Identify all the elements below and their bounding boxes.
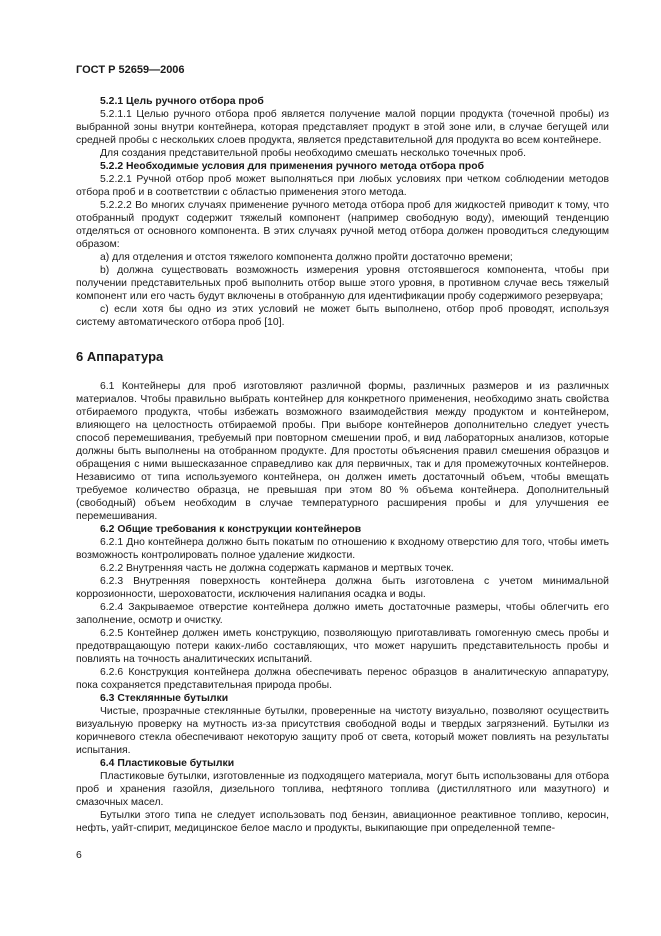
paragraph-5-2-2-2: 5.2.2.2 Во многих случаях применение ручного метода отбора проб для жидкостей приводит к тому, что отобранный продукт содержит тяжелый компонент (например свободную воду), имеющий тенденцию отделяться от основного компонента. В этих случаях ручной метод отбора должен проводиться следующим образом: xyxy=(76,200,609,250)
standard-header: ГОСТ Р 52659—2006 xyxy=(76,64,185,76)
paragraph-6-2-3: 6.2.3 Внутренняя поверхность контейнера должна быть изготовлена с учетом минимальной коррозионности, шероховатости, исключения налипания осадка и воды. xyxy=(76,576,609,600)
list-item-a: а) для отделения и отстоя тяжелого компонента должно пройти достаточно времени; xyxy=(100,252,513,263)
paragraph-6-2-6: 6.2.6 Конструкция контейнера должна обеспечивать перенос образцов в аналитическую аппаратуру, пока сохраняется представительная природа пробы. xyxy=(76,667,609,691)
paragraph-6-2-5: 6.2.5 Контейнер должен иметь конструкцию, позволяющую приготавливать гомогенную смесь пробы и предотвращающую потери каких-либо составляющих, что может нарушить представительность пробы и повлиять на точность аналитических испытаний. xyxy=(76,628,609,665)
paragraph-6-4-1: Пластиковые бутылки, изготовленные из подходящего материала, могут быть использованы для отбора проб и хранения газойля, дизельного топлива, нефтяного топлива (дистиллятного или мазутного) и смазочных масел. xyxy=(76,771,609,808)
page-number: 6 xyxy=(76,850,82,861)
paragraph-6-4-2: Бутылки этого типа не следует использовать под бензин, авиационное реактивное топливо, керосин, нефть, уайт-спирит, медицинское белое масло и продукты, выкипающие при определенной темпе- xyxy=(76,810,609,834)
paragraph-6-2-4: 6.2.4 Закрываемое отверстие контейнера должно иметь достаточные размеры, чтобы облегчить его заполнение, осмотр и очистку. xyxy=(76,602,609,626)
heading-5-2-2: 5.2.2 Необходимые условия для применения ручного метода отбора проб xyxy=(100,161,485,172)
paragraph-6-2-1: 6.2.1 Дно контейнера должно быть покатым по отношению к входному отверстию для того, чтобы иметь возможность контролировать полное удаление жидкости. xyxy=(76,537,609,561)
paragraph-5-2-1-note: Для создания представительной пробы необходимо смешать несколько точечных проб. xyxy=(100,148,526,159)
paragraph-6-3: Чистые, прозрачные стеклянные бутылки, проверенные на чистоту визуально, позволяют осуществить визуальную проверку на мутность из-за присутствия свободной воды и твердых загрязнений. Бутылки из коричневого стекла обеспечивают некоторую защиту проб от света, который может повлиять на результаты испытания. xyxy=(76,706,609,756)
paragraph-6-1: 6.1 Контейнеры для проб изготовляют различной формы, различных размеров и из различных материалов. Чтобы правильно выбрать контейнер для конкретного применения, необходимо знать свойства отбираемого продукта, чтобы избежать возможного взаимодействия между продуктом и контейнером, влияющего на целостность отбираемой пробы. При выборе контейнеров дополнительно следует учесть способ перемешивания, требуемый при повторном смешении проб, и вид лабораторных анализов, которые должны быть выполнены на отобранном продукте. Для простоты объяснения правил смешения образцов и обращения с ними вышесказанное справедливо как для первичных, так и для промежуточных контейнеров. Независимо от типа используемого контейнера, он должен иметь достаточный объем, чтобы вмещать требуемое количество образца, не превышая при этом 80 % объема контейнера. Дополнительный (свободный) объем необходим в случае температурного расширения пробы и для улучшения ее перемешивания. xyxy=(76,381,609,522)
list-item-c: с) если хотя бы одно из этих условий не может быть выполнено, отбор проб проводят, используя систему автоматического отбора проб [10]. xyxy=(76,304,609,328)
paragraph-6-2-2: 6.2.2 Внутренняя часть не должна содержать карманов и мертвых точек. xyxy=(100,563,454,574)
section-6-title: 6 Аппаратура xyxy=(76,349,164,364)
paragraph-5-2-2-1: 5.2.2.1 Ручной отбор проб может выполняться при любых условиях при четком соблюдении методов отбора проб и в соответствии с областью применения этого метода. xyxy=(76,174,609,198)
heading-6-3: 6.3 Стеклянные бутылки xyxy=(100,693,229,704)
paragraph-5-2-1-1: 5.2.1.1 Целью ручного отбора проб является получение малой порции продукта (точечной пробы) из выбранной зоны внутри контейнера, которая представляет продукт в этой зоне или, в случае бегущей или средней пробы с нескольких слоев продукта, является представительной для продукта во всем контейнере. xyxy=(76,109,609,146)
heading-6-4: 6.4 Пластиковые бутылки xyxy=(100,758,235,769)
heading-5-2-1: 5.2.1 Цель ручного отбора проб xyxy=(100,96,264,107)
list-item-b: b) должна существовать возможность измерения уровня отстоявшегося компонента, чтобы при получении представительных проб выполнить отбор выше этого уровня, в противном случае весь тяжелый компонент или его часть будут включены в отобранную для идентификации пробу содержимого резервуара; xyxy=(76,265,609,302)
page-content xyxy=(76,95,609,835)
heading-6-2: 6.2 Общие требования к конструкции контейнеров xyxy=(100,524,362,535)
